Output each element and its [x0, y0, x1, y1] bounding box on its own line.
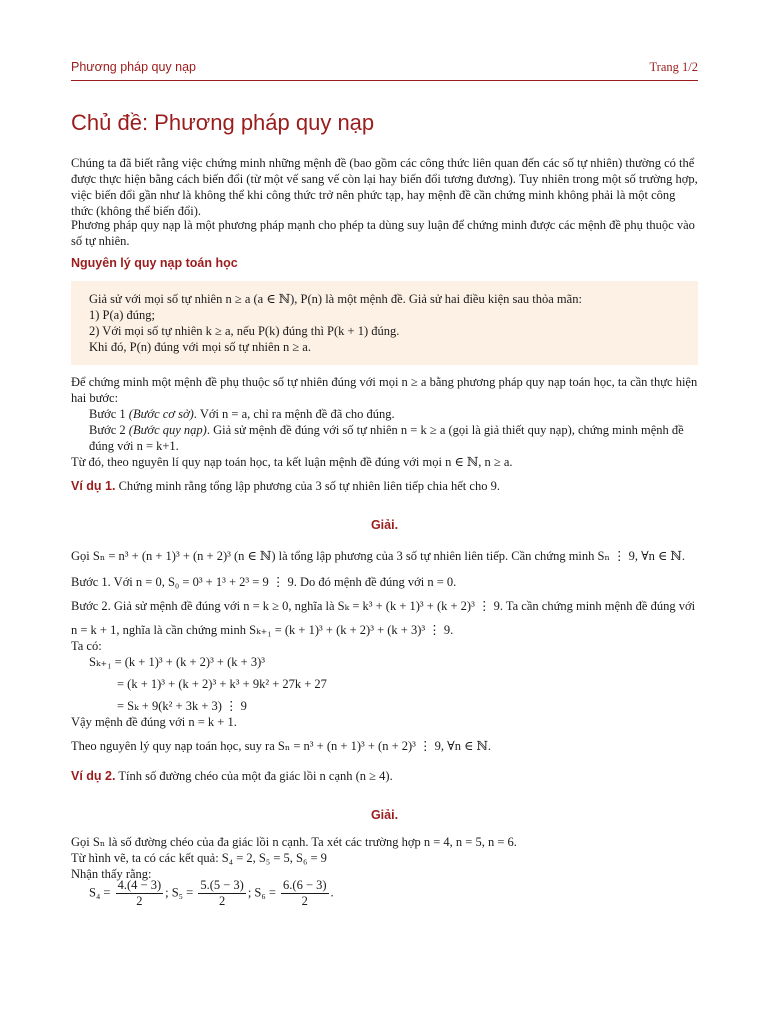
- principle-heading: Nguyên lý quy nạp toán học: [71, 256, 238, 270]
- step-1-text: . Với n = a, chỉ ra mệnh đề đã cho đúng.: [193, 407, 395, 421]
- s5-label: ; S₅ =: [165, 885, 194, 900]
- formula-end: .: [330, 885, 334, 900]
- fraction-s6: [281, 878, 329, 909]
- principle-line-1: Giả sử với mọi số tự nhiên n ≥ a (a ∈ ℕ), P(n) là một mệnh đề. Giả sử hai điều kiện sau thỏa mãn:: [89, 292, 582, 306]
- solution-1-line-2: Bước 1. Với n = 0, S₀ = 0³ + 1³ + 2³ = 9 ⋮ 9. Do đó mệnh đề đúng với n = 0.: [71, 575, 457, 589]
- principle-line-3: 2) Với mọi số tự nhiên k ≥ a, nếu P(k) đúng thì P(k + 1) đúng.: [89, 324, 400, 338]
- running-title: Phương pháp quy nạp: [71, 60, 196, 74]
- solution-2-line-3: Nhận thấy rằng:: [71, 867, 152, 881]
- fraction-s5-denominator: 2: [218, 894, 226, 908]
- fraction-formula: [89, 878, 334, 909]
- principle-box: [71, 281, 698, 365]
- solution-2-line-1: Gọi Sₙ là số đường chéo của đa giác lồi n cạnh. Ta xét các trường hợp n = 4, n = 5, n = 6.: [71, 835, 517, 849]
- fraction-s4: [116, 878, 164, 909]
- solution-1-line-1: Gọi Sₙ = n³ + (n + 1)³ + (n + 2)³ (n ∈ ℕ) là tổng lập phương của 3 số tự nhiên liên tiếp. Cần chứng minh Sₙ ⋮ 9, ∀n ∈ ℕ.: [71, 549, 685, 563]
- solution-2-line-2: Từ hình vẽ, ta có các kết quả: S₄ = 2, S₅ = 5, S₆ = 9: [71, 851, 327, 865]
- solution-1-line-5: Ta có:: [71, 639, 102, 653]
- step-2-label: Bước 2: [89, 423, 129, 437]
- equation-line-3: = Sₖ + 9(k² + 3k + 3) ⋮ 9: [117, 699, 247, 713]
- example-1-label: Ví dụ 1.: [71, 479, 116, 493]
- method-intro: Để chứng minh một mệnh đề phụ thuộc số tự nhiên đúng với mọi n ≥ a bằng phương pháp quy nạp toán học, ta cần thực hiện hai bước:: [71, 375, 698, 405]
- example-1-text: Chứng minh rằng tổng lập phương của 3 số tự nhiên liên tiếp chia hết cho 9.: [115, 479, 500, 493]
- step-1-emphasis: (Bước cơ sở): [128, 407, 194, 421]
- solution-1-heading: Giải.: [370, 518, 399, 532]
- method-section: [71, 374, 698, 470]
- method-step-2: [71, 422, 698, 454]
- method-step-1: [71, 406, 698, 422]
- solution-1-line-4: n = k + 1, nghĩa là cần chứng minh Sₖ₊₁ = (k + 1)³ + (k + 2)³ + (k + 3)³ ⋮ 9.: [71, 623, 454, 637]
- fraction-s5: [198, 878, 246, 909]
- fraction-s6-denominator: 2: [301, 894, 308, 908]
- example-2-text: Tính số đường chéo của một đa giác lồi n cạnh (n ≥ 4).: [115, 769, 393, 783]
- fraction-s5-numerator: 5.(5 − 3): [200, 878, 244, 892]
- solution-1-line-7: Theo nguyên lý quy nạp toán học, suy ra Sₙ = n³ + (n + 1)³ + (n + 2)³ ⋮ 9, ∀n ∈ ℕ.: [71, 739, 491, 753]
- solution-1-line-3: Bước 2. Giả sử mệnh đề đúng với n = k ≥ 0, nghĩa là Sₖ = k³ + (k + 1)³ + (k + 2)³ ⋮ 9. Ta cần chứng minh mệnh đề đúng với: [71, 599, 696, 613]
- step-1-label: Bước 1: [89, 407, 129, 421]
- principle-line-4: Khi đó, P(n) đúng với mọi số tự nhiên n ≥ a.: [89, 340, 311, 354]
- principle-line-2: 1) P(a) đúng;: [89, 308, 155, 322]
- s6-label: ; S₆ =: [247, 885, 276, 900]
- fraction-s6-numerator: 6.(6 − 3): [283, 878, 327, 892]
- equation-line-2: = (k + 1)³ + (k + 2)³ + k³ + 9k² + 27k + 27: [117, 677, 327, 691]
- fraction-s4-numerator: 4.(4 − 3): [117, 878, 162, 892]
- step-2-emphasis: (Bước quy nạp): [128, 423, 207, 437]
- intro-paragraph-2: Phương pháp quy nạp là một phương pháp mạnh cho phép ta dùng suy luận để chứng minh được các mệnh đề phụ thuộc vào số tự nhiên.: [71, 218, 695, 248]
- s4-label: S₄ =: [89, 885, 111, 900]
- page-number: Trang 1/2: [649, 60, 698, 74]
- solution-2-heading: Giải.: [370, 808, 399, 822]
- method-conclusion: Từ đó, theo nguyên lí quy nạp toán học, ta kết luận mệnh đề đúng với mọi n ∈ ℕ, n ≥ a.: [71, 455, 513, 469]
- page-title: Chủ đề: Phương pháp quy nạp: [71, 110, 375, 135]
- step-2-text: . Giả sử mệnh đề đúng với số tự nhiên n = k ≥ a (gọi là giả thiết quy nạp), chứng minh mệnh đề đúng với n = k+1.: [89, 423, 684, 453]
- intro-paragraph-1: Chúng ta đã biết rằng việc chứng minh những mệnh đề (bao gồm các công thức liên quan đến các số tự nhiên) thường có thể được thực hiện bằng cách biến đổi (từ một vế sang vế còn lại hay biến đổi tương đương). Tuy nhiên trong một số trường hợp, việc biến đổi gần như là không thể khi công thức trở nên phức tạp, hay mệnh đề cần chứng minh không phải là một công thức (không thể biến đổi).: [71, 156, 698, 218]
- equation-line-1: Sₖ₊₁ = (k + 1)³ + (k + 2)³ + (k + 3)³: [89, 655, 265, 669]
- running-header: [71, 60, 698, 81]
- fraction-s4-denominator: 2: [136, 894, 143, 908]
- example-2: [71, 768, 698, 784]
- solution-1-line-6: Vậy mệnh đề đúng với n = k + 1.: [71, 715, 237, 729]
- example-2-label: Ví dụ 2.: [71, 769, 116, 783]
- example-1: [71, 478, 698, 494]
